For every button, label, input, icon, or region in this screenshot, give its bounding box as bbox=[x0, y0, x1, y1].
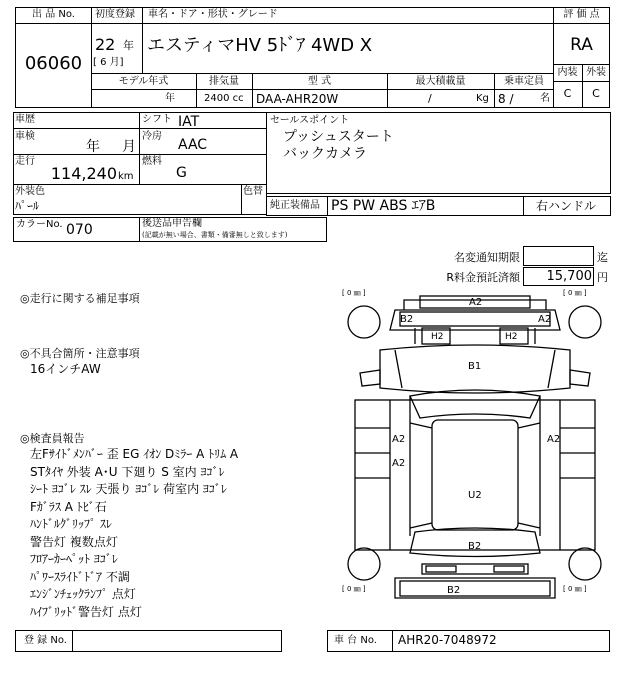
capacity-label: 乗車定員 bbox=[504, 76, 544, 87]
report-line: ﾊﾟﾜｰｽﾗｲﾄﾞﾄﾞｱ 不調 bbox=[30, 569, 130, 584]
chassis-number-label: 車 台 No. bbox=[334, 635, 377, 646]
tire-rear-left bbox=[348, 548, 380, 580]
model-year-label: モデル年式 bbox=[118, 76, 169, 87]
first-registration-year: 22 bbox=[95, 35, 116, 54]
tire-label: [ 0 ㎜ ] bbox=[342, 585, 366, 593]
recycle-fee: 15,700 bbox=[546, 269, 592, 284]
lot-number-label: 出 品 No. bbox=[32, 9, 75, 20]
car-name: エスティマHV 5ﾄﾞｱ 4WD X bbox=[147, 35, 373, 56]
report-line: ｴﾝｼﾞﾝﾁｪｯｸﾗﾝﾌﾟ 点灯 bbox=[30, 587, 136, 601]
inspection-year-unit: 年 bbox=[86, 139, 100, 155]
mark-hood: B1 bbox=[468, 361, 482, 372]
inspector-report-label: ◎検査員報告 bbox=[20, 432, 85, 445]
driving-notes-label: ◎走行に関する補足事項 bbox=[20, 292, 140, 305]
report-line: ﾌﾛｱｰｶｰﾍﾟｯﾄ ﾖｺﾞﾚ bbox=[30, 552, 118, 566]
equipment-label: 純正装備品 bbox=[270, 200, 320, 211]
report-line: Fｶﾞﾗｽ A ﾄﾋﾞ石 bbox=[30, 499, 107, 514]
name-change-box bbox=[523, 246, 594, 266]
mileage-label: 走行 bbox=[15, 156, 35, 167]
exterior-color-label: 外装色 bbox=[15, 186, 45, 197]
displacement-label: 排気量 bbox=[209, 76, 239, 87]
recycle-label: R料金預託済額 bbox=[446, 271, 520, 284]
first-registration-label: 初度登録 bbox=[95, 9, 135, 20]
tire-label: [ 0 ㎜ ] bbox=[342, 289, 366, 297]
mark-top-bar: A2 bbox=[469, 297, 483, 308]
report-line: ｼｰﾄ ﾖｺﾞﾚ ｽﾚ 天張り ﾖｺﾞﾚ 荷室内 ﾖｺﾞﾚ bbox=[30, 482, 227, 496]
car-damage-diagram bbox=[340, 288, 610, 603]
sales-point: プッシュスタート bbox=[283, 129, 394, 145]
shift-label: シフト bbox=[142, 114, 172, 125]
color-number-label: カラーNo. bbox=[16, 219, 63, 230]
mark-left-door-front: A2 bbox=[392, 434, 406, 445]
mark-rear: B2 bbox=[468, 541, 482, 552]
report-line: 警告灯 複数点灯 bbox=[30, 534, 118, 549]
capacity: 8 / bbox=[498, 92, 514, 106]
interior-grade: C bbox=[563, 87, 572, 100]
mileage-unit: km bbox=[118, 171, 134, 182]
inspection-month-unit: 月 bbox=[122, 139, 136, 155]
tire-label: [ 0 ㎜ ] bbox=[563, 289, 587, 297]
mark-roof: U2 bbox=[468, 490, 482, 501]
fuel-label: 燃料 bbox=[142, 156, 162, 167]
exterior-color: ﾊﾟｰﾙ bbox=[15, 199, 40, 213]
mark-front-left: B2 bbox=[400, 314, 414, 325]
registration-number-label: 登 録 No. bbox=[24, 635, 67, 646]
mark-right-door: A2 bbox=[547, 434, 561, 445]
defects: 16インチAW bbox=[30, 362, 101, 376]
car-name-label: 車名・ドア・形状・グレード bbox=[148, 9, 278, 20]
steering-side: 右ハンドル bbox=[536, 199, 597, 213]
recycle-unit: 円 bbox=[597, 271, 608, 284]
max-load-unit: Kg bbox=[476, 93, 489, 104]
equipment: PS PW ABS ｴｱB bbox=[331, 198, 436, 214]
mark-h2-left: H2 bbox=[431, 332, 444, 342]
inspector-report bbox=[30, 446, 238, 621]
mark-left-door-rear: A2 bbox=[392, 458, 406, 469]
color-change-label: 色替 bbox=[243, 186, 263, 197]
shift: IAT bbox=[178, 114, 200, 130]
report-line: STﾀｲﾔ 外装 A･U 下廻り S 室内 ﾖｺﾞﾚ bbox=[30, 464, 225, 479]
sales-points-label: セールスポイント bbox=[270, 115, 350, 126]
name-change-label: 名変通知期限 bbox=[454, 251, 520, 264]
report-line: ﾊﾝﾄﾞﾙｸﾞﾘｯﾌﾟ ｽﾚ bbox=[30, 517, 112, 531]
aftermarket-note: (記載が無い場合、書類・備審無しと致します) bbox=[142, 231, 288, 239]
rating-label: 評 価 点 bbox=[563, 9, 600, 20]
mileage: 114,240 bbox=[50, 164, 117, 183]
max-load-label: 最大積載量 bbox=[415, 76, 466, 87]
ac-label: 冷房 bbox=[142, 131, 162, 142]
tire-label: [ 0 ㎜ ] bbox=[563, 585, 587, 593]
name-change-unit: 迄 bbox=[597, 251, 608, 264]
exterior-label: 外装 bbox=[586, 67, 606, 78]
year-unit: 年 bbox=[123, 39, 134, 52]
model-year-unit: 年 bbox=[165, 93, 175, 104]
mark-h2-right: H2 bbox=[505, 332, 518, 342]
model-code: DAA-AHR20W bbox=[256, 92, 339, 106]
exterior-grade: C bbox=[592, 87, 600, 100]
ac: AAC bbox=[178, 137, 208, 153]
lot-number: 06060 bbox=[24, 53, 83, 74]
capacity-unit: 名 bbox=[540, 93, 550, 104]
tire-front-left bbox=[348, 306, 380, 338]
defects-label: ◎不具合箇所・注意事項 bbox=[20, 347, 140, 360]
history-label: 車歴 bbox=[15, 114, 35, 125]
inspection-label: 車検 bbox=[15, 131, 35, 142]
first-registration-month: [ 6 月] bbox=[93, 57, 124, 68]
aftermarket-label: 後送品申告欄 bbox=[142, 218, 202, 229]
tire-rear-right bbox=[569, 548, 601, 580]
displacement: 2400 cc bbox=[204, 93, 244, 104]
report-line: ﾊｲﾌﾞﾘｯﾄﾞ警告灯 点灯 bbox=[30, 604, 142, 619]
mark-front-right: A2 bbox=[538, 314, 552, 325]
max-load-separator: / bbox=[428, 92, 432, 105]
color-number: 070 bbox=[66, 222, 93, 238]
rating: RA bbox=[570, 35, 593, 55]
chassis-number: AHR20-7048972 bbox=[398, 633, 497, 647]
fuel: G bbox=[176, 165, 187, 181]
sales-point: バックカメラ bbox=[283, 146, 367, 162]
model-code-label: 型 式 bbox=[307, 76, 332, 87]
report-line: 左Fｻｲﾄﾞﾒﾝﾊﾞｰ 歪 EG ｲｵﾝ Dﾐﾗｰ A ﾄﾘﾑ A bbox=[30, 447, 239, 461]
mark-rear-bumper: B2 bbox=[447, 585, 461, 596]
interior-label: 内装 bbox=[557, 67, 578, 78]
tire-front-right bbox=[569, 306, 601, 338]
